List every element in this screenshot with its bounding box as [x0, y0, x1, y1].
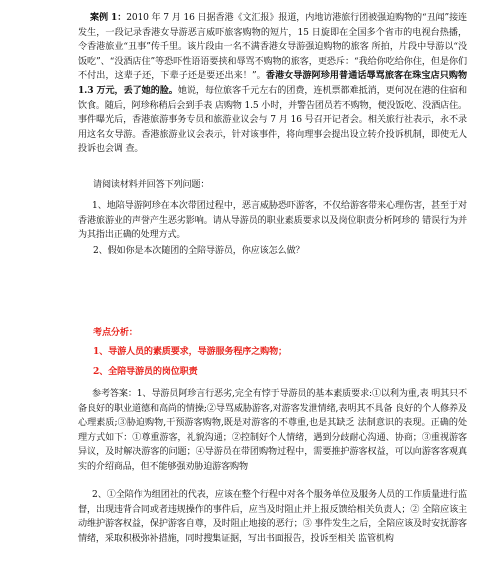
question-1 [78, 199, 467, 243]
answer-2-text: 2、①全陪作为组团社的代表，应该在整个行程中对各个服务单位及服务人员的工作质量进行监督，出现违背合同或者违规操作的事件后，应当及时阻止并上报反馈给相关负责人；② 全陪应该主动维护游客权益，保护游客自尊，及时阻止地接的恶行；③ 事件发生之后，全陪应该及时安抚游客情绪，采取积极弥补措施，同时搜集证据，写出书面报告，投诉至相关 监管机构 [78, 490, 467, 544]
case-text-emphasis: 香港女导游阿珍用普通话辱骂旅客在珠宝店只购物1.3 万元，丢了她的脸。 [78, 70, 468, 96]
question-1-text: 1、地陪导游阿珍在本次带团过程中，恶言威胁恐吓游客，不仅给游客带来心理伤害，甚至于对香港旅游业的声誉产生恶劣影响。请从导游员的职业素质要求以及岗位职责分析阿珍的 错误行为并为其指出正确的处理方式。 [78, 201, 467, 241]
analysis-point-1-text: 1、导游人员的素质要求，导游服务程序之购物； [93, 346, 287, 357]
answer-1 [78, 387, 467, 475]
question-intro-text: 请阅读材料并回答下列问题： [93, 180, 210, 190]
analysis-point-2 [93, 365, 463, 380]
case-text-part3: 她说，每位旅客千元左右的团费，连机票都难抵消，更何况在港的住宿和饮食。随后，阿珍称稍后会到手表 店购物 1.5 小时，并警告团员若不购物，便没饭吃、没酒店住。事件曝光后，香港旅游事务专员和旅游业议会与 7 月 16 号召开记者会。相关旅行社表示，永不录用这名女导游。香港旅游业议会表示，针对该事件，将向理事会提出设立转介投诉机制，即使无人投诉也会调 查。 [78, 85, 467, 155]
analysis-title: 考点分析： [93, 327, 138, 338]
analysis-heading [93, 326, 463, 341]
answer-2 [78, 488, 467, 546]
case-label: 案例 1： [90, 12, 127, 23]
question-intro [93, 178, 463, 193]
answer-1-text: 参考答案：1、导游员阿珍言行恶劣,完全有悖于导游员的基本素质要求:①以利为重,表 明其只不备良好的职业道德和高尚的情操;②导骂威胁游客,对游客发泄情绪,表明其不具备 良好的个人修养及心理素质;③胁迫购物,干预游客购物,既是对游客的不尊重,也是其缺乏 法制意识的表现。正确的处理方式如下：①尊重游客，礼貌沟通；②控制好个人情绪，遇到分歧耐心沟通、协商；③重视游客异议，及时解决游客的问题；④导游员在带团购物过程中，需要推护游客权益，可以向游客客观真实的介绍商品，但不能够强劝胁迫游客购物 [78, 389, 467, 472]
analysis-point-2-text: 2、全陪导游员的岗位职责 [93, 366, 198, 377]
case-study-paragraph [78, 11, 467, 157]
analysis-point-1 [93, 345, 463, 360]
question-2-text: 2、假如你是本次随团的全陪导游员，你应该怎么做？ [93, 246, 305, 256]
case-text-part1: 2010 年 7 月 16 日据香港《文汇报》报道，内地访港旅行团被强迫购物的“丑闻”接连发生，一段记录香港女导游恶言威吓旅客购物的短片，15 日旋即在全国多个省市的电视台热播，令香港旅业“丑事”传千里。该片段由一名不满香港女导游强迫购物的旅客 所拍，片段中导游以“没饭吃”、“没酒店住”等恐吓性语语要挟和辱骂不购物的旅客，更恐斥：“我给你吃给你住，但是你们不付出，这辈子还，下辈子还是要还出来！”。 [78, 13, 467, 82]
question-2 [93, 244, 463, 259]
